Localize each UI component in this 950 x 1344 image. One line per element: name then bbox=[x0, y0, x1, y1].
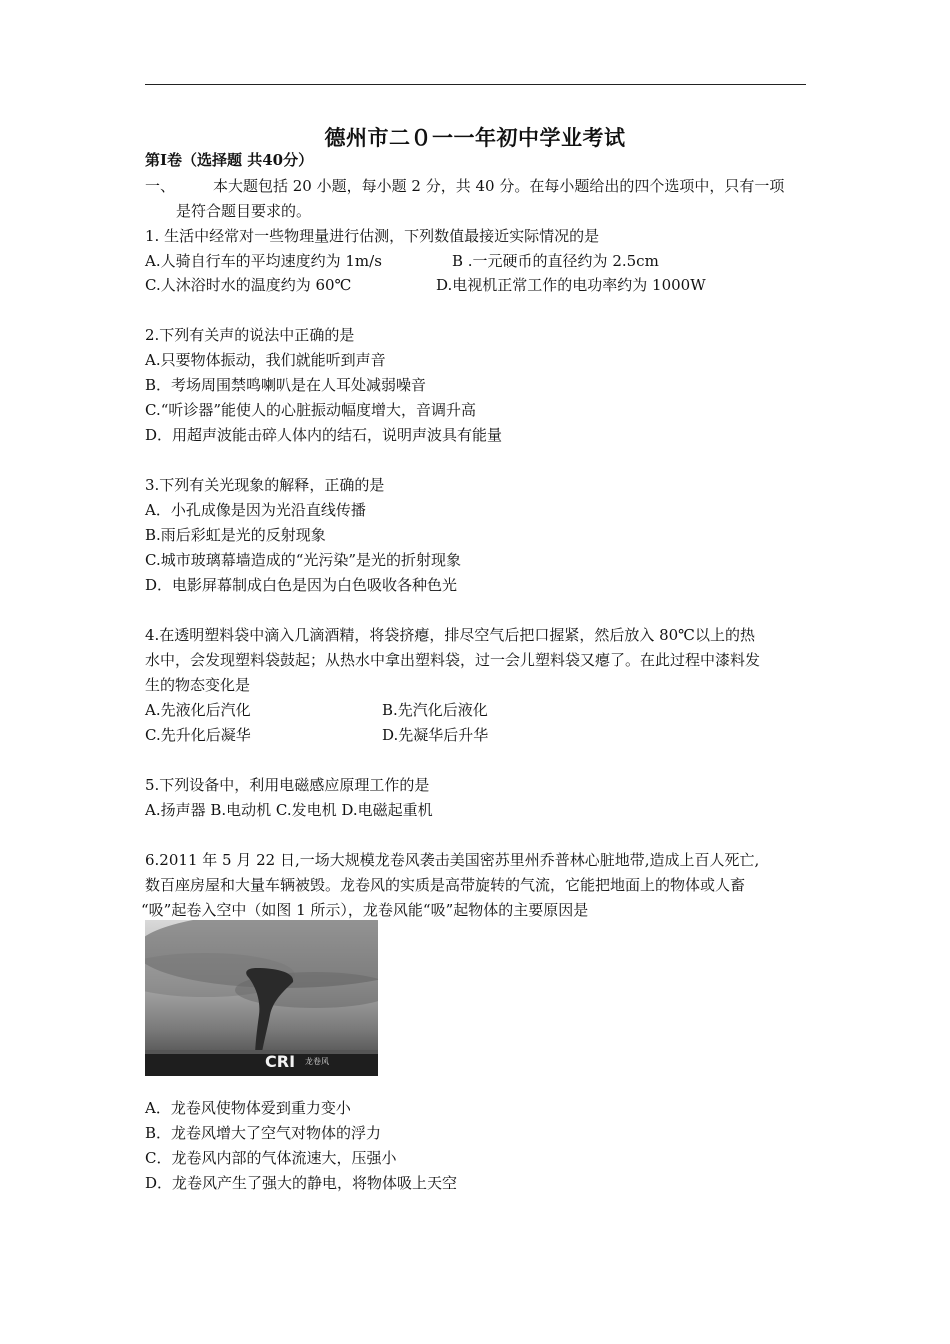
q6-option-c: C．龙卷风内部的气体流速大，压强小 bbox=[145, 1149, 397, 1167]
q6-line-2: 数百座房屋和大量车辆被毁。龙卷风的实质是高带旋转的气流，它能把地面上的物体或人畜 bbox=[145, 876, 746, 894]
q6-option-d: D．龙卷风产生了强大的静电，将物体吸上天空 bbox=[145, 1174, 458, 1192]
q6-line-3: “吸”起卷入空中（如图 1 所示），龙卷风能“吸”起物体的主要原因是 bbox=[141, 901, 589, 919]
q1-option-d: D.电视机正常工作的电功率约为 1000W bbox=[436, 276, 706, 294]
q5-options: A.扬声器 B.电动机 C.发电机 D.电磁起重机 bbox=[145, 801, 433, 819]
q1-stem: 1. 生活中经常对一些物理量进行估测，下列数值最接近实际情况的是 bbox=[145, 227, 600, 245]
q3-option-d: D．电影屏幕制成白色是因为白色吸收各种色光 bbox=[145, 576, 458, 594]
q4-option-a: A.先液化后汽化 bbox=[145, 701, 251, 719]
instruction-marker: 一、 bbox=[145, 177, 176, 195]
q2-stem: 2.下列有关声的说法中正确的是 bbox=[145, 326, 355, 344]
q3-option-b: B.雨后彩虹是光的反射现象 bbox=[145, 526, 326, 544]
q4-line-3: 生的物态变化是 bbox=[145, 676, 251, 694]
q4-option-c: C.先升化后凝华 bbox=[145, 726, 251, 744]
q2-option-b: B．考场周围禁鸣喇叭是在人耳处减弱噪音 bbox=[145, 376, 427, 394]
q1-option-a: A.人骑自行车的平均速度约为 1m/s bbox=[145, 252, 382, 270]
q1-option-b: B .一元硬币的直径约为 2.5cm bbox=[452, 252, 659, 270]
q2-option-c: C.“听诊器”能使人的心脏振动幅度增大，音调升高 bbox=[145, 401, 477, 419]
q3-option-c: C.城市玻璃幕墙造成的“光污染”是光的折射现象 bbox=[145, 551, 462, 569]
q4-line-2: 水中，会发现塑料袋鼓起；从热水中拿出塑料袋，过一会儿塑料袋又瘪了。在此过程中漆料发 bbox=[145, 651, 761, 669]
q6-option-b: B．龙卷风增大了空气对物体的浮力 bbox=[145, 1124, 382, 1142]
q6-option-a: A．龙卷风使物体爱到重力变小 bbox=[145, 1099, 351, 1117]
q3-option-a: A．小孔成像是因为光沿直线传播 bbox=[145, 501, 366, 519]
instruction-line-2: 是符合题目要求的。 bbox=[176, 202, 312, 220]
tornado-graphic bbox=[145, 920, 378, 1076]
q5-stem: 5.下列设备中，利用电磁感应原理工作的是 bbox=[145, 776, 430, 794]
tornado-photo bbox=[145, 920, 378, 1076]
instruction-line-1: 本大题包括 20 小题，每小题 2 分，共 40 分。在每小题给出的四个选项中，只有一项 bbox=[213, 177, 785, 195]
q4-line-1: 4.在透明塑料袋中滴入几滴酒精，将袋挤瘪，排尽空气后把口握紧，然后放入 80℃以上的热 bbox=[145, 626, 755, 644]
q4-option-d: D.先凝华后升华 bbox=[382, 726, 489, 744]
q2-option-a: A.只要物体振动，我们就能听到声音 bbox=[145, 351, 386, 369]
q2-option-d: D．用超声波能击碎人体内的结石，说明声波具有能量 bbox=[145, 426, 503, 444]
photo-caption: 龙卷风 bbox=[305, 1057, 329, 1066]
exam-title: 德州市二０一一年初中学业考试 bbox=[324, 125, 626, 150]
section-heading: 第Ⅰ卷（选择题 共40分） bbox=[145, 151, 314, 169]
header-rule bbox=[145, 84, 806, 85]
q3-stem: 3.下列有关光现象的解释，正确的是 bbox=[145, 476, 385, 494]
q1-option-c: C.人沐浴时水的温度约为 60℃ bbox=[145, 276, 352, 294]
q4-option-b: B.先汽化后液化 bbox=[382, 701, 488, 719]
q6-line-1: 6.2011 年 5 月 22 日,一场大规模龙卷风袭击美国密苏里州乔普林心脏地带,造成上百人死亡, bbox=[145, 851, 760, 869]
photo-logo: CRI bbox=[265, 1052, 296, 1071]
